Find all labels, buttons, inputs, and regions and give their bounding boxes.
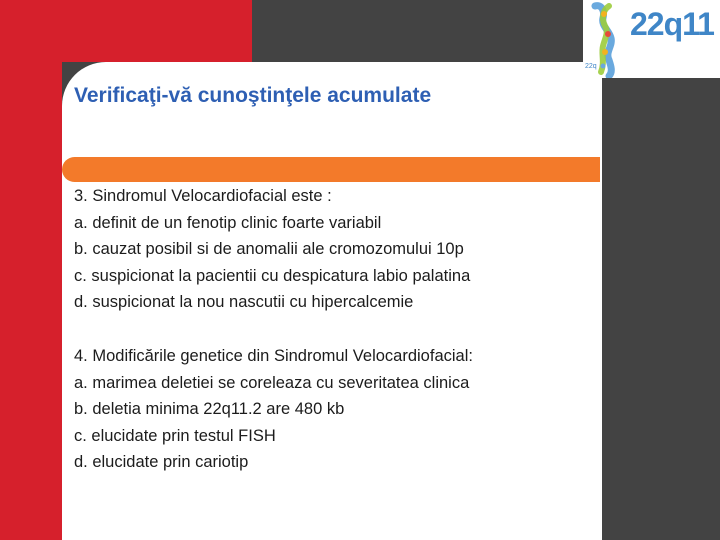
answer-option: b. deletia minima 22q11.2 are 480 kb bbox=[74, 400, 345, 418]
question-3 bbox=[74, 183, 470, 316]
answer-option: b. cauzat posibil si de anomalii ale cromozomului 10p bbox=[74, 240, 464, 258]
answer-option: c. suspicionat la pacientii cu despicatura labio palatina bbox=[74, 266, 471, 285]
logo-small-mark: 22q bbox=[585, 63, 597, 70]
chromosome-icon bbox=[583, 0, 633, 78]
question-heading: 4. Modificările genetice din Sindromul Velocardiofacial: bbox=[74, 347, 473, 365]
decorative-red-strip bbox=[0, 62, 62, 540]
answer-option: d. suspicionat la nou nascutii cu hipercalcemie bbox=[74, 293, 414, 311]
answer-option: a. definit de un fenotip clinic foarte variabil bbox=[74, 213, 382, 232]
title-divider-bar bbox=[62, 157, 600, 182]
answer-option: d. elucidate prin cariotip bbox=[74, 453, 249, 471]
logo bbox=[583, 0, 720, 78]
slide-title: Verificaţi-vă cunoştinţele acumulate bbox=[74, 84, 432, 107]
logo-text: 22q11 bbox=[630, 6, 714, 42]
decorative-red-block bbox=[0, 0, 252, 62]
question-4 bbox=[74, 343, 473, 476]
question-heading: 3. Sindromul Velocardiofacial este : bbox=[74, 187, 332, 205]
answer-option: a. marimea deletiei se coreleaza cu severitatea clinica bbox=[74, 373, 470, 392]
answer-option: c. elucidate prin testul FISH bbox=[74, 426, 276, 445]
